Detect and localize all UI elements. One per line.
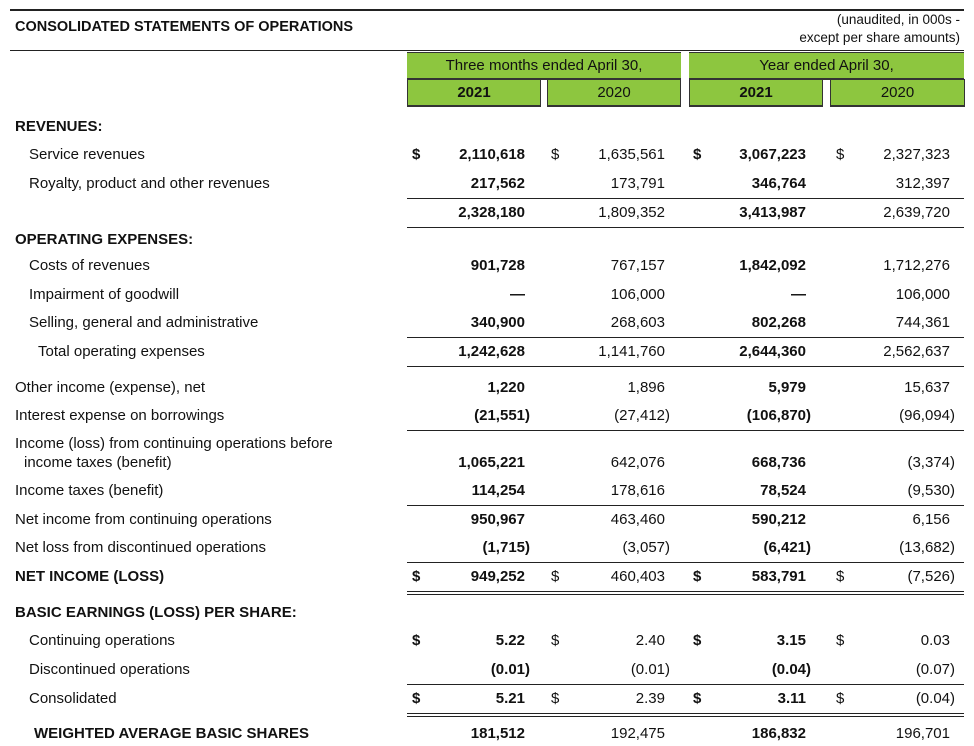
value-cell: 106,000 (610, 286, 665, 303)
value-cell: 642,076 (610, 454, 665, 471)
value-cell: 3,413,987 (739, 204, 806, 221)
unit-note (799, 11, 960, 47)
value-cell: 3.15 (776, 632, 806, 649)
value-cell: (6,421) (763, 539, 811, 556)
header-year: Year ended April 30, (689, 52, 964, 80)
value-cell: (106,870) (746, 407, 811, 424)
value-cell: 5.21 (495, 690, 525, 707)
value-cell: 5,979 (768, 379, 806, 396)
value-cell: 181,512 (470, 725, 525, 742)
title-rule (10, 50, 964, 51)
dollar-sign: $ (693, 632, 702, 649)
dollar-sign: $ (551, 568, 560, 585)
value-cell: 583,791 (751, 568, 806, 585)
value-cell: 196,701 (895, 725, 950, 742)
header-three-months: Three months ended April 30, (407, 52, 681, 80)
value-cell: (0.01) (630, 661, 670, 678)
row-label-total-opex: Total operating expenses (38, 343, 205, 360)
value-cell: 192,475 (610, 725, 665, 742)
row-label-eps-consolidated: Consolidated (29, 690, 117, 707)
row-label-impairment: Impairment of goodwill (29, 286, 180, 303)
value-cell: — (791, 286, 806, 303)
subtotal-rule (407, 198, 964, 199)
value-cell: 767,157 (610, 257, 665, 274)
dollar-sign: $ (693, 690, 702, 707)
value-cell: 346,764 (751, 175, 806, 192)
total-rule-double (407, 594, 964, 595)
value-cell: 268,603 (610, 314, 665, 331)
total-rule (407, 713, 964, 714)
unit-note-line-2: except per share amounts) (799, 30, 960, 45)
value-cell: 1,842,092 (739, 257, 806, 274)
dollar-sign: $ (693, 568, 702, 585)
value-cell: 3.11 (777, 690, 806, 707)
value-cell: (21,551) (474, 407, 530, 424)
section-revenues: REVENUES: (15, 118, 103, 135)
value-cell: 6,156 (912, 511, 950, 528)
row-label-royalty: Royalty, product and other revenues (29, 175, 270, 192)
value-cell: 2,327,323 (883, 146, 950, 163)
value-cell: 950,967 (470, 511, 525, 528)
value-cell: 1,141,760 (598, 343, 665, 360)
value-cell: 1,809,352 (598, 204, 665, 221)
unit-note-line-1: (unaudited, in 000s - (836, 12, 960, 27)
year-header-q-2020: 2020 (547, 79, 681, 107)
subtotal-rule (407, 430, 964, 431)
value-cell: 1,220 (487, 379, 525, 396)
dollar-sign: $ (412, 146, 421, 163)
value-cell: (0.01) (490, 661, 530, 678)
value-cell: 2,110,618 (459, 146, 525, 163)
dollar-sign: $ (836, 690, 845, 707)
value-cell: 2.39 (635, 690, 665, 707)
value-cell: (0.04) (915, 690, 955, 707)
value-cell: 312,397 (895, 175, 950, 192)
dollar-sign: $ (412, 632, 421, 649)
row-label-service-revenues: Service revenues (29, 146, 145, 163)
row-label-net-income-continuing: Net income from continuing operations (15, 511, 272, 528)
value-cell: 1,242,628 (458, 343, 525, 360)
value-cell: (96,094) (899, 407, 955, 424)
value-cell: 744,361 (895, 314, 950, 331)
total-rule (407, 591, 964, 592)
row-label-sga: Selling, general and administrative (29, 314, 259, 331)
year-header-q-2021: 2021 (407, 79, 541, 107)
value-cell: 106,000 (895, 286, 950, 303)
value-cell: 173,791 (610, 175, 665, 192)
row-label-eps-continuing: Continuing operations (29, 632, 175, 649)
value-cell: 186,832 (751, 725, 806, 742)
value-cell: 2,644,360 (739, 343, 806, 360)
value-cell: 2.40 (635, 632, 665, 649)
value-cell: 1,065,221 (458, 454, 525, 471)
dollar-sign: $ (412, 690, 421, 707)
subtotal-rule (407, 562, 964, 563)
value-cell: (0.07) (915, 661, 955, 678)
value-cell: 949,252 (470, 568, 525, 585)
value-cell: (27,412) (614, 407, 670, 424)
value-cell: (0.04) (771, 661, 811, 678)
value-cell: (9,530) (907, 482, 955, 499)
total-rule (407, 227, 964, 228)
value-cell: 2,639,720 (883, 204, 950, 221)
dollar-sign: $ (551, 146, 560, 163)
value-cell: (7,526) (907, 568, 955, 585)
row-label-interest-expense: Interest expense on borrowings (15, 407, 225, 424)
section-operating-expenses: OPERATING EXPENSES: (15, 231, 194, 248)
row-label-eps-discontinued: Discontinued operations (29, 661, 190, 678)
value-cell: (1,715) (482, 539, 530, 556)
row-label-costs-of-revenues: Costs of revenues (29, 257, 150, 274)
subtotal-rule (407, 337, 964, 338)
value-cell: 340,900 (470, 314, 525, 331)
value-cell: 460,403 (610, 568, 665, 585)
value-cell: 78,524 (760, 482, 806, 499)
row-label-weighted-shares: WEIGHTED AVERAGE BASIC SHARES (34, 725, 310, 742)
total-rule (407, 366, 964, 367)
year-header-y-2020: 2020 (830, 79, 965, 107)
value-cell: (3,374) (907, 454, 955, 471)
dollar-sign: $ (693, 146, 702, 163)
value-cell: 5.22 (495, 632, 525, 649)
value-cell: 114,254 (471, 482, 525, 499)
row-label-net-income: NET INCOME (LOSS) (15, 568, 165, 585)
value-cell: 0.03 (920, 632, 950, 649)
year-header-y-2021: 2021 (689, 79, 823, 107)
row-label-income-before-tax-1: Income (loss) from continuing operations before (15, 435, 333, 452)
subtotal-rule (407, 684, 964, 685)
row-label-income-before-tax-2: income taxes (benefit) (24, 454, 172, 471)
value-cell: 2,562,637 (883, 343, 950, 360)
section-eps: BASIC EARNINGS (LOSS) PER SHARE: (15, 604, 297, 621)
value-cell: 15,637 (904, 379, 950, 396)
total-rule-double (407, 716, 964, 717)
value-cell: 1,635,561 (598, 146, 665, 163)
statement-title: CONSOLIDATED STATEMENTS OF OPERATIONS (15, 19, 354, 35)
dollar-sign: $ (836, 146, 845, 163)
value-cell: 2,328,180 (458, 204, 525, 221)
value-cell: 1,896 (627, 379, 665, 396)
subtotal-rule (407, 505, 964, 506)
value-cell: 178,616 (610, 482, 665, 499)
value-cell: (3,057) (622, 539, 670, 556)
row-label-other-income: Other income (expense), net (15, 379, 206, 396)
value-cell: 901,728 (470, 257, 525, 274)
row-label-net-loss-discontinued: Net loss from discontinued operations (15, 539, 266, 556)
value-cell: 590,212 (751, 511, 806, 528)
value-cell: 1,712,276 (883, 257, 950, 274)
dollar-sign: $ (836, 632, 845, 649)
value-cell: 217,562 (470, 175, 525, 192)
dollar-sign: $ (836, 568, 845, 585)
value-cell: 668,736 (751, 454, 806, 471)
value-cell: 3,067,223 (739, 146, 806, 163)
value-cell: 463,460 (610, 511, 665, 528)
value-cell: (13,682) (899, 539, 955, 556)
value-cell: 802,268 (751, 314, 806, 331)
dollar-sign: $ (551, 632, 560, 649)
row-label-income-taxes: Income taxes (benefit) (15, 482, 164, 499)
dollar-sign: $ (412, 568, 421, 585)
value-cell: — (510, 286, 525, 303)
dollar-sign: $ (551, 690, 560, 707)
